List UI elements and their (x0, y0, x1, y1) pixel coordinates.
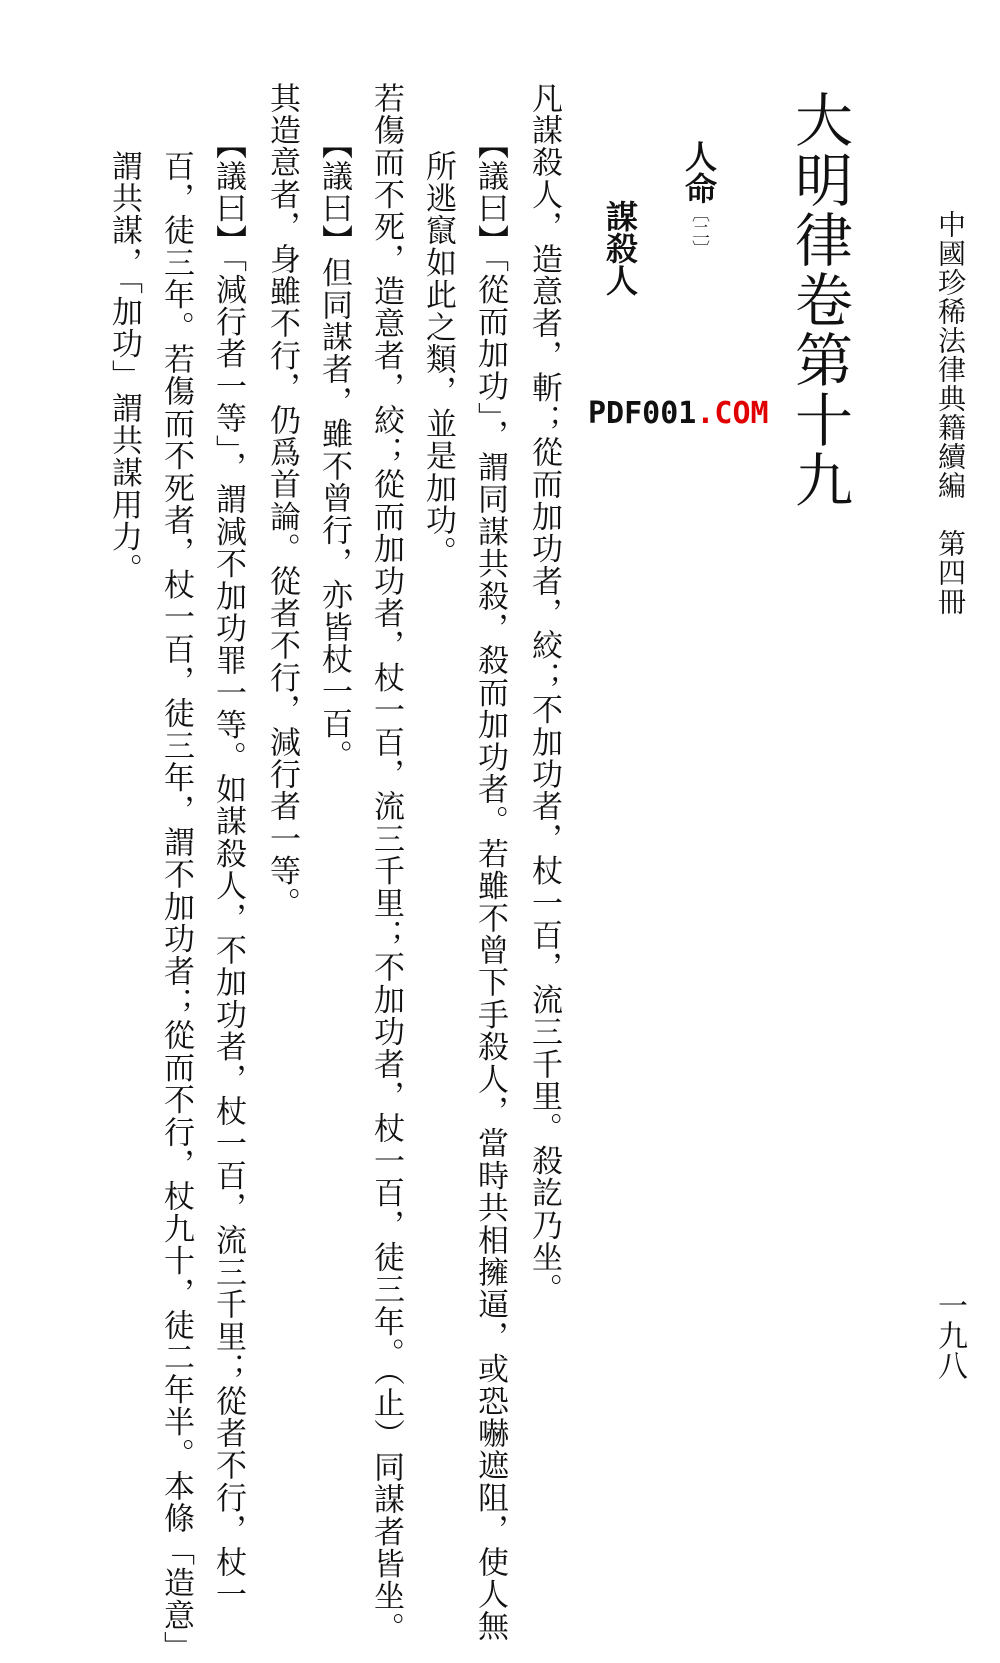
volume-title: 大明律卷第十九 (785, 90, 853, 510)
chapter-heading (680, 140, 718, 258)
watermark-part2: .COM (696, 396, 769, 431)
body-column-5: 【議曰】但同謀者，雖不曾行，亦皆杖一百。 (316, 128, 352, 772)
chapter-note: 〔二〕 (689, 204, 710, 258)
chapter-name: 人命 (680, 140, 718, 204)
section-heading: 謀殺人 (601, 200, 639, 296)
body-column-3: 所逃竄如此之類，並是加功。 (420, 150, 456, 569)
body-column-6: 其造意者，身雖不行，仍爲首論。從者不行，減行者一等。 (264, 82, 300, 920)
body-column-7: 【議曰】「減行者一等」，謂減不加功罪一等。如謀殺人，不加功者，杖一百，流三千里；從者不行，杖一 (210, 128, 246, 1611)
watermark (588, 396, 769, 431)
body-column-4: 若傷而不死，造意者，絞；從而加功者，杖一百，流三千里；不加功者，杖一百，徒三年。（止）同謀者皆坐。 (368, 82, 404, 1645)
body-column-2: 【議曰】「從而加功」，謂同謀共殺，殺而加功者。若雖不曾下手殺人，當時共相擁逼，或恐嚇遮阻，使人無 (472, 128, 508, 1643)
page-number: 一九八 (932, 1290, 967, 1380)
body-column-8: 百，徒三年。若傷而不死者，杖一百，徒三年，謂不加功者；從而不行，杖九十，徒二年半。本條「造意」 (158, 150, 194, 1663)
series-header: 中國珍稀法律典籍續編 第四冊 (934, 210, 967, 616)
body-column-9: 謂共謀，「加功」謂共謀用力。 (106, 150, 142, 586)
body-column-1: 凡謀殺人，造意者，斬；從而加功者，絞；不加功者，杖一百，流三千里。殺訖乃坐。 (526, 82, 562, 1306)
watermark-part1: PDF001 (588, 396, 697, 431)
